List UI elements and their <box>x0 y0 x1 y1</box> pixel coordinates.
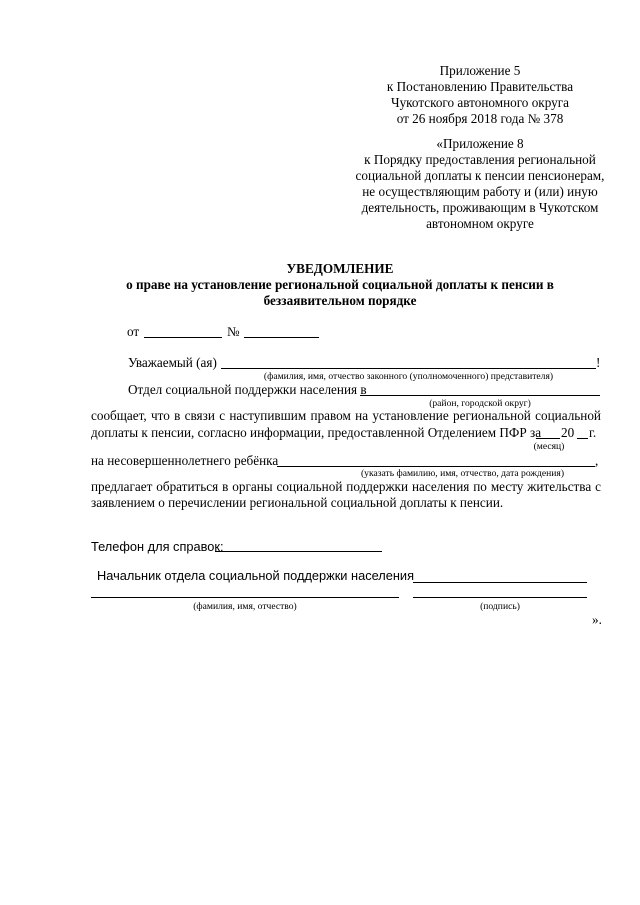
from-label: от <box>127 324 140 339</box>
child-comma: , <box>595 453 599 468</box>
appendix5-line2: к Постановлению Правительства <box>386 79 574 94</box>
year-prefix: 20 <box>561 425 575 440</box>
appendix8-line6: автономном округе <box>426 216 534 231</box>
greeting-exclamation: ! <box>596 355 601 370</box>
representative-hint: (фамилия, имя, отчество законного (уполномоченного) представителя) <box>263 371 554 382</box>
appendix8-line1: «Приложение 8 <box>436 136 524 151</box>
sign-hint: (подпись) <box>480 601 520 612</box>
appendix8-line2: к Порядку предоставления региональной <box>364 152 596 167</box>
child-label: на несовершеннолетнего ребёнка <box>91 453 279 468</box>
district-hint: (район, городской округ) <box>429 398 531 409</box>
closing-quote: ». <box>592 612 602 627</box>
phone-field[interactable] <box>215 551 382 552</box>
body-line5: заявлением о перечислении региональной социальной доплаты к пенсии. <box>91 495 504 510</box>
greeting-label: Уважаемый (ая) <box>128 355 217 370</box>
body-line4: предлагает обратиться в органы социальной поддержки населения по месту жительства с <box>91 479 601 494</box>
month-hint: (месяц) <box>533 441 565 452</box>
appendix8-line5: деятельность, проживающим в Чукотском <box>361 200 599 215</box>
signature-line[interactable] <box>413 597 587 598</box>
phone-label: Телефон для справок: <box>91 539 224 554</box>
body-line2-prefix: доплаты к пенсии, согласно информации, предоставленной Отделением ПФР за <box>91 425 542 440</box>
body-line1: сообщает, что в связи с наступившим правом на установление региональной социальной <box>91 408 601 423</box>
title-heading: УВЕДОМЛЕНИЕ <box>286 261 394 276</box>
district-field[interactable] <box>360 395 600 396</box>
number-label: № <box>227 324 240 339</box>
name-hint: (фамилия, имя, отчество) <box>193 601 297 612</box>
number-field[interactable] <box>244 337 319 338</box>
dept-label: Отдел социальной поддержки населения в <box>128 382 367 397</box>
title-sub1: о праве на установление региональной социальной доплаты к пенсии в <box>126 277 554 292</box>
title-sub2: беззаявительном порядке <box>263 293 417 308</box>
year-field[interactable] <box>577 438 588 439</box>
appendix8-line4: не осуществляющим работу и (или) иную <box>362 184 598 199</box>
representative-name-field[interactable] <box>221 368 596 369</box>
month-field[interactable] <box>536 438 560 439</box>
child-info-field[interactable] <box>277 466 595 467</box>
child-hint: (указать фамилию, имя, отчество, дата рождения) <box>360 468 565 479</box>
head-label: Начальник отдела социальной поддержки населения <box>97 568 415 583</box>
appendix5-line3: Чукотского автономного округа <box>391 95 569 110</box>
appendix5-line1: Приложение 5 <box>439 63 521 78</box>
appendix8-line3: социальной доплаты к пенсии пенсионерам, <box>355 168 605 183</box>
appendix5-line4: от 26 ноября 2018 года № 378 <box>396 111 564 126</box>
year-suffix: г. <box>589 425 597 440</box>
head-field[interactable] <box>413 582 587 583</box>
name-line[interactable] <box>91 597 399 598</box>
date-field[interactable] <box>144 337 222 338</box>
